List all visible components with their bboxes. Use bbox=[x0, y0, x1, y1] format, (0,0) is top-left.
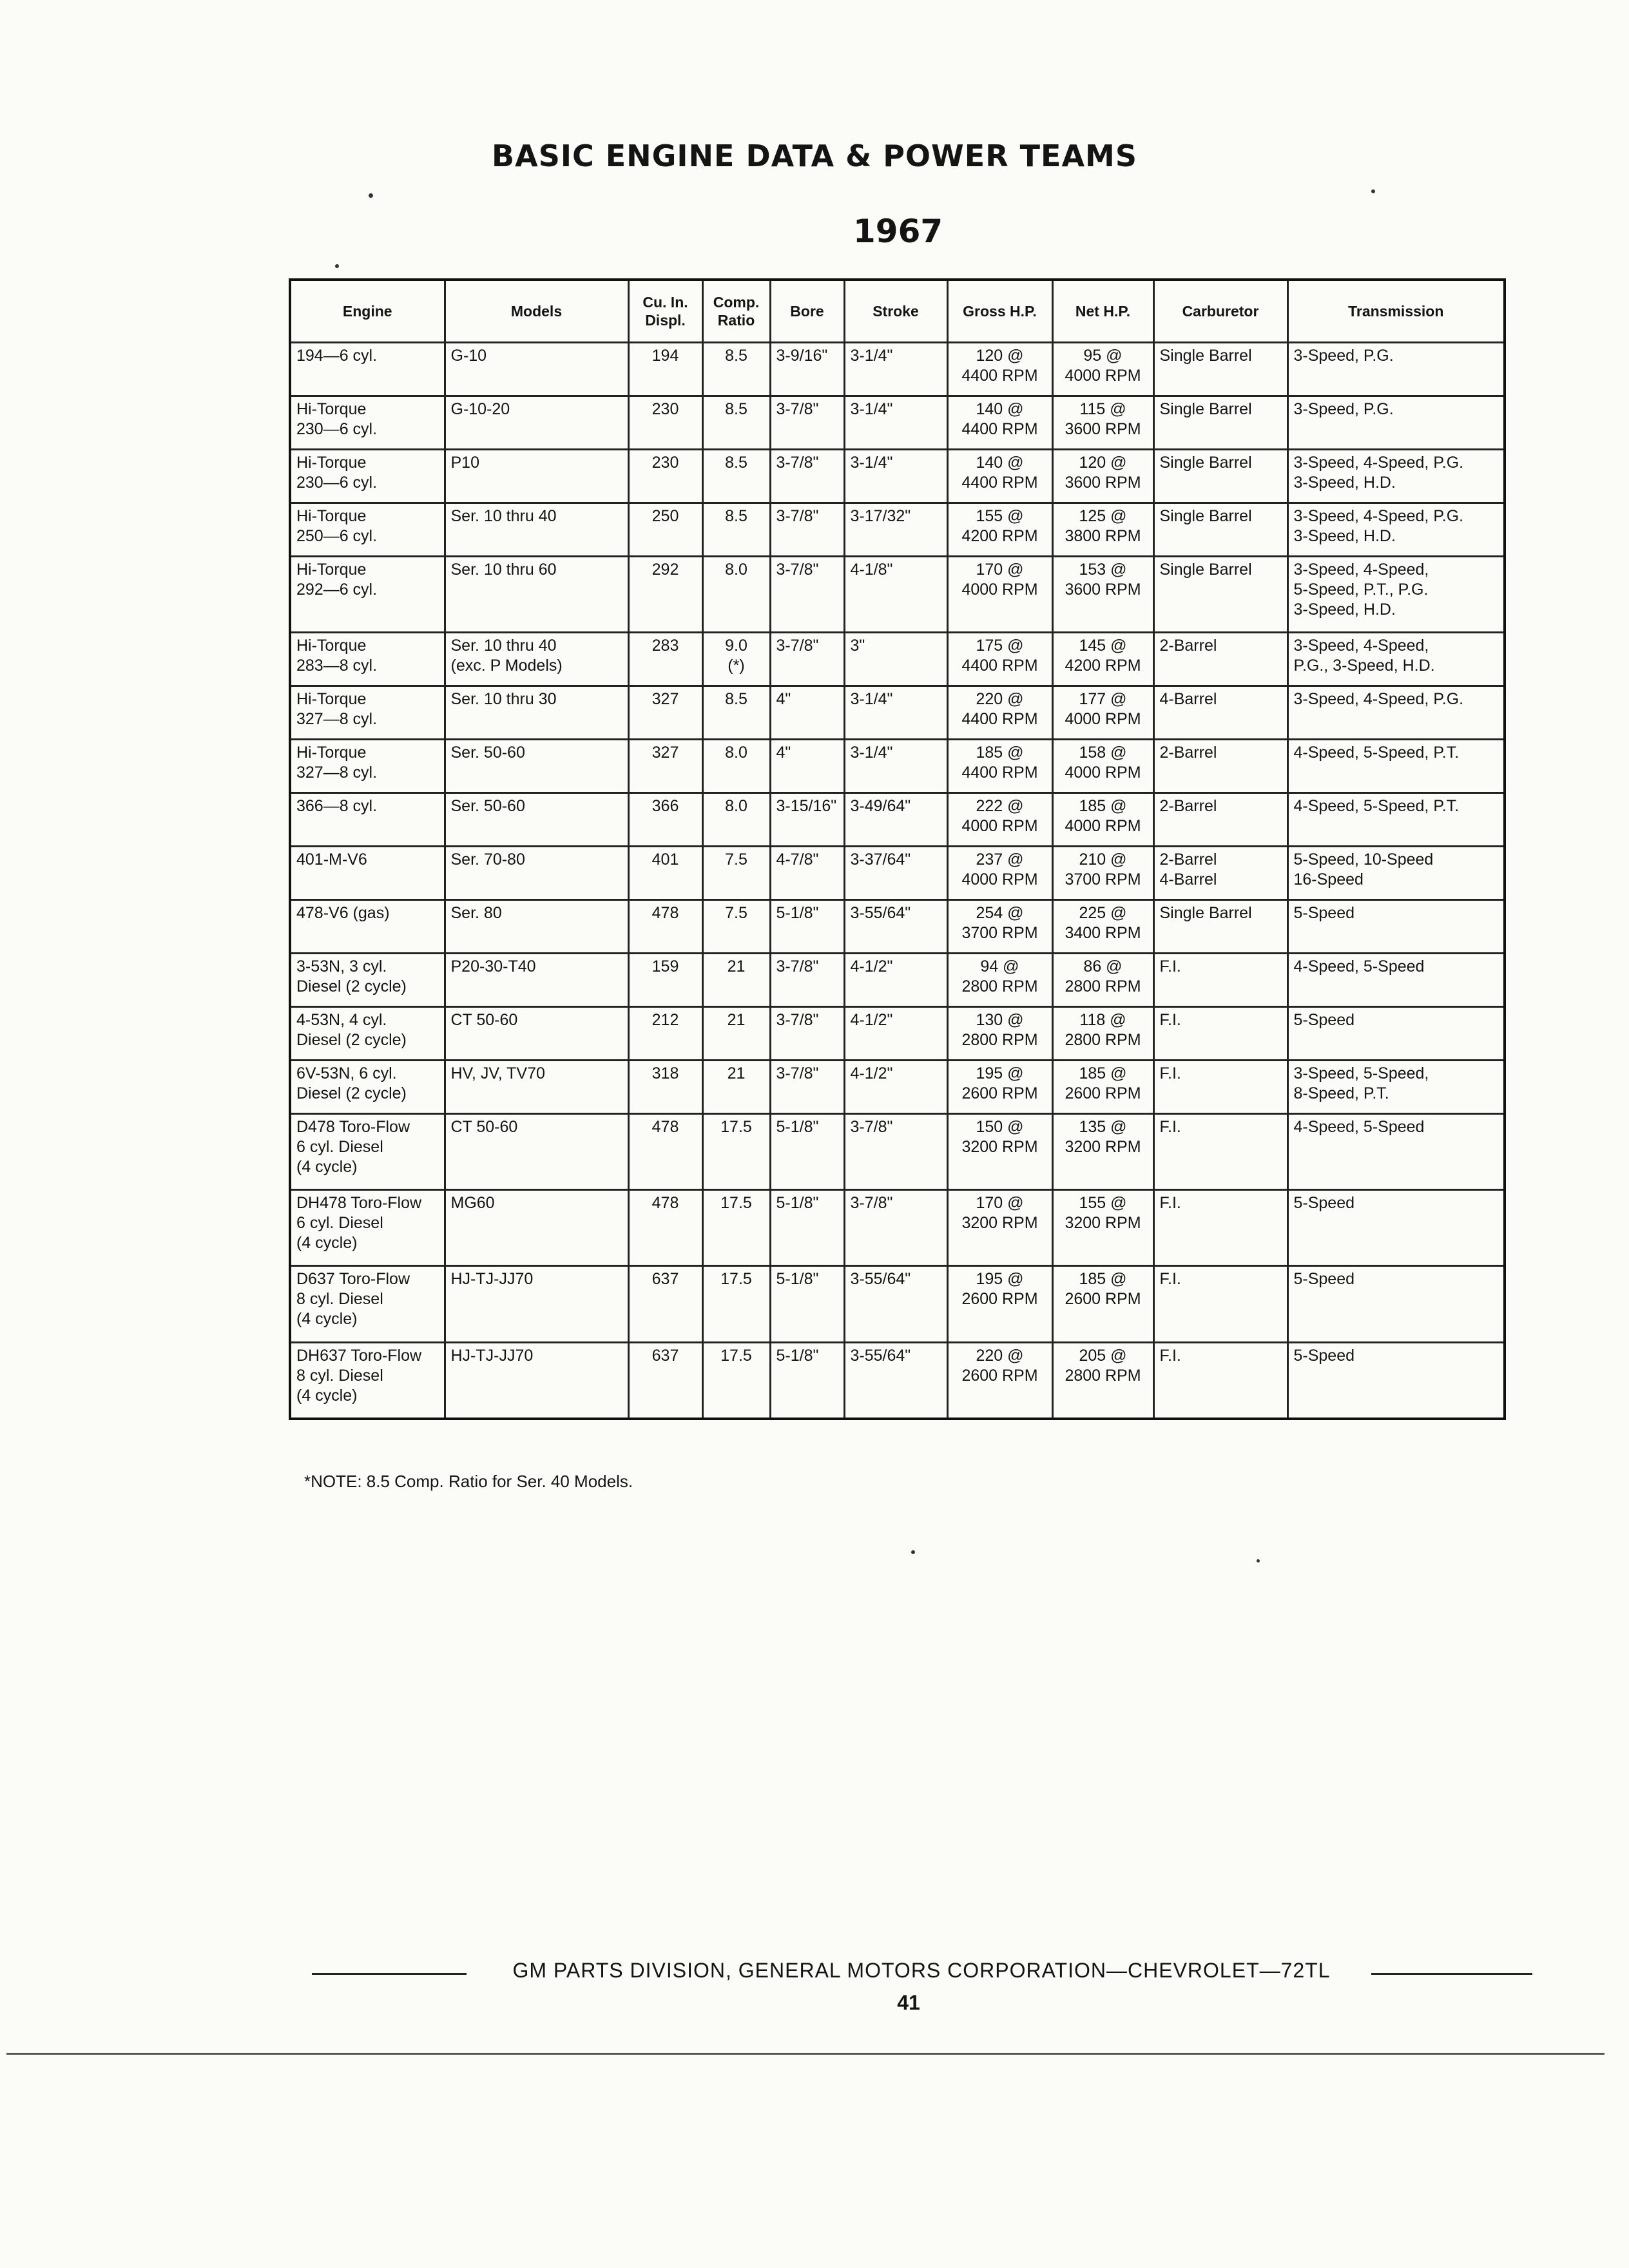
footnote: *NOTE: 8.5 Comp. Ratio for Ser. 40 Models. bbox=[304, 1472, 633, 1491]
cell-carburetor: F.I. bbox=[1153, 1061, 1287, 1114]
cell-net-hp: 185 @ 4000 RPM bbox=[1052, 793, 1153, 847]
cell-comp-ratio: 8.0 bbox=[702, 793, 770, 847]
cell-models: CT 50-60 bbox=[445, 1114, 628, 1190]
cell-transmission: 4-Speed, 5-Speed bbox=[1287, 954, 1505, 1007]
table-body bbox=[290, 343, 1505, 1419]
bottom-rule bbox=[6, 2053, 1605, 2055]
cell-engine: Hi-Torque 250—6 cyl. bbox=[290, 503, 445, 556]
cell-carburetor: Single Barrel bbox=[1153, 449, 1287, 503]
cell-net-hp: 118 @ 2800 RPM bbox=[1052, 1007, 1153, 1061]
cell-models: HV, JV, TV70 bbox=[445, 1061, 628, 1114]
cell-net-hp: 205 @ 2800 RPM bbox=[1052, 1342, 1153, 1419]
cell-stroke: 3-1/4" bbox=[844, 343, 947, 396]
cell-engine: 478-V6 (gas) bbox=[290, 900, 445, 954]
cell-net-hp: 155 @ 3200 RPM bbox=[1052, 1190, 1153, 1266]
table-row bbox=[290, 954, 1505, 1007]
cell-transmission: 4-Speed, 5-Speed bbox=[1287, 1114, 1505, 1190]
cell-gross-hp: 150 @ 3200 RPM bbox=[947, 1114, 1052, 1190]
table-row bbox=[290, 900, 1505, 954]
table-row bbox=[290, 556, 1505, 632]
cell-displacement: 637 bbox=[628, 1342, 702, 1419]
cell-net-hp: 177 @ 4000 RPM bbox=[1052, 686, 1153, 740]
cell-transmission: 5-Speed bbox=[1287, 900, 1505, 954]
cell-gross-hp: 120 @ 4400 RPM bbox=[947, 343, 1052, 396]
cell-transmission: 4-Speed, 5-Speed, P.T. bbox=[1287, 740, 1505, 793]
cell-engine: 366—8 cyl. bbox=[290, 793, 445, 847]
table-row bbox=[290, 1342, 1505, 1419]
cell-comp-ratio: 8.5 bbox=[702, 503, 770, 556]
cell-carburetor: Single Barrel bbox=[1153, 900, 1287, 954]
cell-bore: 3-9/16" bbox=[770, 343, 844, 396]
table-row bbox=[290, 396, 1505, 449]
cell-comp-ratio: 7.5 bbox=[702, 900, 770, 954]
cell-displacement: 250 bbox=[628, 503, 702, 556]
cell-transmission: 3-Speed, 5-Speed, 8-Speed, P.T. bbox=[1287, 1061, 1505, 1114]
cell-transmission: 5-Speed bbox=[1287, 1007, 1505, 1061]
cell-stroke: 3-49/64" bbox=[844, 793, 947, 847]
cell-stroke: 3-7/8" bbox=[844, 1190, 947, 1266]
cell-comp-ratio: 21 bbox=[702, 1007, 770, 1061]
cell-displacement: 212 bbox=[628, 1007, 702, 1061]
cell-models: Ser. 70-80 bbox=[445, 847, 628, 900]
table-row bbox=[290, 503, 1505, 556]
header-net-hp: Net H.P. bbox=[1052, 280, 1153, 343]
cell-models: Ser. 10 thru 40 (exc. P Models) bbox=[445, 633, 628, 686]
cell-transmission: 3-Speed, 4-Speed, P.G. 3-Speed, H.D. bbox=[1287, 449, 1505, 503]
cell-bore: 5-1/8" bbox=[770, 1114, 844, 1190]
engine-data-table bbox=[289, 278, 1506, 1420]
cell-net-hp: 115 @ 3600 RPM bbox=[1052, 396, 1153, 449]
cell-displacement: 230 bbox=[628, 449, 702, 503]
cell-gross-hp: 254 @ 3700 RPM bbox=[947, 900, 1052, 954]
cell-models: G-10 bbox=[445, 343, 628, 396]
cell-stroke: 3-1/4" bbox=[844, 686, 947, 740]
cell-displacement: 194 bbox=[628, 343, 702, 396]
table-row bbox=[290, 847, 1505, 900]
cell-models: Ser. 80 bbox=[445, 900, 628, 954]
cell-carburetor: Single Barrel bbox=[1153, 396, 1287, 449]
cell-engine: Hi-Torque 327—8 cyl. bbox=[290, 686, 445, 740]
cell-transmission: 3-Speed, 4-Speed, P.G. bbox=[1287, 686, 1505, 740]
cell-net-hp: 158 @ 4000 RPM bbox=[1052, 740, 1153, 793]
cell-engine: Hi-Torque 230—6 cyl. bbox=[290, 396, 445, 449]
header-models: Models bbox=[445, 280, 628, 343]
cell-comp-ratio: 21 bbox=[702, 1061, 770, 1114]
cell-models: CT 50-60 bbox=[445, 1007, 628, 1061]
cell-gross-hp: 155 @ 4200 RPM bbox=[947, 503, 1052, 556]
cell-gross-hp: 185 @ 4400 RPM bbox=[947, 740, 1052, 793]
cell-displacement: 283 bbox=[628, 633, 702, 686]
cell-bore: 3-7/8" bbox=[770, 449, 844, 503]
cell-gross-hp: 170 @ 4000 RPM bbox=[947, 556, 1052, 632]
table-row bbox=[290, 1266, 1505, 1342]
cell-displacement: 292 bbox=[628, 556, 702, 632]
cell-gross-hp: 130 @ 2800 RPM bbox=[947, 1007, 1052, 1061]
cell-net-hp: 210 @ 3700 RPM bbox=[1052, 847, 1153, 900]
cell-net-hp: 135 @ 3200 RPM bbox=[1052, 1114, 1153, 1190]
cell-comp-ratio: 17.5 bbox=[702, 1342, 770, 1419]
cell-engine: 401-M-V6 bbox=[290, 847, 445, 900]
cell-bore: 3-15/16" bbox=[770, 793, 844, 847]
cell-stroke: 3-17/32" bbox=[844, 503, 947, 556]
cell-comp-ratio: 8.5 bbox=[702, 396, 770, 449]
cell-models: Ser. 10 thru 40 bbox=[445, 503, 628, 556]
cell-gross-hp: 175 @ 4400 RPM bbox=[947, 633, 1052, 686]
cell-transmission: 5-Speed bbox=[1287, 1266, 1505, 1342]
cell-bore: 5-1/8" bbox=[770, 900, 844, 954]
cell-engine: Hi-Torque 327—8 cyl. bbox=[290, 740, 445, 793]
cell-stroke: 3-55/64" bbox=[844, 900, 947, 954]
cell-transmission: 3-Speed, P.G. bbox=[1287, 343, 1505, 396]
cell-comp-ratio: 8.5 bbox=[702, 449, 770, 503]
cell-carburetor: Single Barrel bbox=[1153, 503, 1287, 556]
page-footer: GM PARTS DIVISION, GENERAL MOTORS CORPORATION—CHEVROLET—72TL bbox=[512, 1959, 1331, 1982]
cell-net-hp: 185 @ 2600 RPM bbox=[1052, 1266, 1153, 1342]
cell-displacement: 478 bbox=[628, 1190, 702, 1266]
footer-rule-left bbox=[312, 1973, 467, 1975]
cell-net-hp: 86 @ 2800 RPM bbox=[1052, 954, 1153, 1007]
cell-carburetor: F.I. bbox=[1153, 1114, 1287, 1190]
cell-carburetor: F.I. bbox=[1153, 1266, 1287, 1342]
cell-bore: 3-7/8" bbox=[770, 503, 844, 556]
cell-carburetor: Single Barrel bbox=[1153, 556, 1287, 632]
cell-stroke: 3-37/64" bbox=[844, 847, 947, 900]
header-stroke: Stroke bbox=[844, 280, 947, 343]
cell-comp-ratio: 8.0 bbox=[702, 556, 770, 632]
cell-carburetor: 2-Barrel bbox=[1153, 633, 1287, 686]
cell-transmission: 4-Speed, 5-Speed, P.T. bbox=[1287, 793, 1505, 847]
table-row bbox=[290, 343, 1505, 396]
cell-stroke: 3-1/4" bbox=[844, 449, 947, 503]
cell-transmission: 5-Speed bbox=[1287, 1342, 1505, 1419]
table-row bbox=[290, 740, 1505, 793]
cell-net-hp: 153 @ 3600 RPM bbox=[1052, 556, 1153, 632]
cell-bore: 3-7/8" bbox=[770, 556, 844, 632]
cell-bore: 3-7/8" bbox=[770, 954, 844, 1007]
cell-comp-ratio: 17.5 bbox=[702, 1114, 770, 1190]
cell-carburetor: F.I. bbox=[1153, 1007, 1287, 1061]
cell-carburetor: F.I. bbox=[1153, 1342, 1287, 1419]
cell-carburetor: 2-Barrel bbox=[1153, 793, 1287, 847]
cell-engine: 6V-53N, 6 cyl. Diesel (2 cycle) bbox=[290, 1061, 445, 1114]
cell-net-hp: 225 @ 3400 RPM bbox=[1052, 900, 1153, 954]
cell-stroke: 4-1/2" bbox=[844, 1007, 947, 1061]
cell-gross-hp: 237 @ 4000 RPM bbox=[947, 847, 1052, 900]
cell-models: Ser. 50-60 bbox=[445, 740, 628, 793]
cell-displacement: 327 bbox=[628, 740, 702, 793]
cell-models: HJ-TJ-JJ70 bbox=[445, 1266, 628, 1342]
cell-stroke: 3-7/8" bbox=[844, 1114, 947, 1190]
cell-displacement: 401 bbox=[628, 847, 702, 900]
header-bore: Bore bbox=[770, 280, 844, 343]
cell-displacement: 478 bbox=[628, 1114, 702, 1190]
cell-models: P20-30-T40 bbox=[445, 954, 628, 1007]
cell-carburetor: 2-Barrel bbox=[1153, 740, 1287, 793]
table-row bbox=[290, 686, 1505, 740]
header-comp-ratio: Comp. Ratio bbox=[702, 280, 770, 343]
cell-net-hp: 95 @ 4000 RPM bbox=[1052, 343, 1153, 396]
cell-gross-hp: 222 @ 4000 RPM bbox=[947, 793, 1052, 847]
table-row bbox=[290, 1061, 1505, 1114]
cell-models: P10 bbox=[445, 449, 628, 503]
scan-speck bbox=[1257, 1559, 1260, 1562]
cell-models: Ser. 50-60 bbox=[445, 793, 628, 847]
cell-displacement: 230 bbox=[628, 396, 702, 449]
cell-net-hp: 120 @ 3600 RPM bbox=[1052, 449, 1153, 503]
cell-displacement: 318 bbox=[628, 1061, 702, 1114]
cell-engine: Hi-Torque 283—8 cyl. bbox=[290, 633, 445, 686]
footer-rule-right bbox=[1371, 1973, 1532, 1975]
cell-comp-ratio: 21 bbox=[702, 954, 770, 1007]
header-carburetor: Carburetor bbox=[1153, 280, 1287, 343]
cell-transmission: 5-Speed bbox=[1287, 1190, 1505, 1266]
cell-comp-ratio: 8.0 bbox=[702, 740, 770, 793]
cell-carburetor: F.I. bbox=[1153, 954, 1287, 1007]
cell-displacement: 478 bbox=[628, 900, 702, 954]
cell-transmission: 3-Speed, 4-Speed, P.G., 3-Speed, H.D. bbox=[1287, 633, 1505, 686]
cell-carburetor: 2-Barrel 4-Barrel bbox=[1153, 847, 1287, 900]
cell-gross-hp: 170 @ 3200 RPM bbox=[947, 1190, 1052, 1266]
cell-net-hp: 125 @ 3800 RPM bbox=[1052, 503, 1153, 556]
header-engine: Engine bbox=[290, 280, 445, 343]
scan-speck bbox=[1371, 189, 1375, 193]
cell-engine: Hi-Torque 230—6 cyl. bbox=[290, 449, 445, 503]
cell-stroke: 4-1/2" bbox=[844, 954, 947, 1007]
cell-bore: 3-7/8" bbox=[770, 396, 844, 449]
table-row bbox=[290, 633, 1505, 686]
cell-gross-hp: 195 @ 2600 RPM bbox=[947, 1061, 1052, 1114]
page-number: 41 bbox=[897, 1991, 920, 2014]
cell-bore: 5-1/8" bbox=[770, 1266, 844, 1342]
page-title: BASIC ENGINE DATA & POWER TEAMS bbox=[492, 139, 1137, 173]
cell-gross-hp: 220 @ 2600 RPM bbox=[947, 1342, 1052, 1419]
cell-transmission: 3-Speed, 4-Speed, P.G. 3-Speed, H.D. bbox=[1287, 503, 1505, 556]
cell-engine: Hi-Torque 292—6 cyl. bbox=[290, 556, 445, 632]
cell-models: Ser. 10 thru 30 bbox=[445, 686, 628, 740]
cell-bore: 4" bbox=[770, 740, 844, 793]
cell-models: MG60 bbox=[445, 1190, 628, 1266]
cell-carburetor: F.I. bbox=[1153, 1190, 1287, 1266]
cell-gross-hp: 140 @ 4400 RPM bbox=[947, 449, 1052, 503]
table-row bbox=[290, 1114, 1505, 1190]
cell-engine: 4-53N, 4 cyl. Diesel (2 cycle) bbox=[290, 1007, 445, 1061]
table-row bbox=[290, 1007, 1505, 1061]
cell-carburetor: Single Barrel bbox=[1153, 343, 1287, 396]
cell-comp-ratio: 8.5 bbox=[702, 343, 770, 396]
cell-bore: 3-7/8" bbox=[770, 1007, 844, 1061]
cell-bore: 3-7/8" bbox=[770, 633, 844, 686]
table-row bbox=[290, 449, 1505, 503]
cell-stroke: 3-1/4" bbox=[844, 740, 947, 793]
cell-models: G-10-20 bbox=[445, 396, 628, 449]
cell-bore: 4" bbox=[770, 686, 844, 740]
cell-stroke: 3" bbox=[844, 633, 947, 686]
header-transmission: Transmission bbox=[1287, 280, 1505, 343]
cell-bore: 4-7/8" bbox=[770, 847, 844, 900]
cell-engine: DH478 Toro-Flow 6 cyl. Diesel (4 cycle) bbox=[290, 1190, 445, 1266]
cell-engine: 3-53N, 3 cyl. Diesel (2 cycle) bbox=[290, 954, 445, 1007]
cell-comp-ratio: 8.5 bbox=[702, 686, 770, 740]
cell-displacement: 159 bbox=[628, 954, 702, 1007]
cell-transmission: 5-Speed, 10-Speed 16-Speed bbox=[1287, 847, 1505, 900]
cell-displacement: 327 bbox=[628, 686, 702, 740]
cell-gross-hp: 220 @ 4400 RPM bbox=[947, 686, 1052, 740]
cell-carburetor: 4-Barrel bbox=[1153, 686, 1287, 740]
cell-comp-ratio: 9.0 (*) bbox=[702, 633, 770, 686]
cell-transmission: 3-Speed, P.G. bbox=[1287, 396, 1505, 449]
cell-engine: DH637 Toro-Flow 8 cyl. Diesel (4 cycle) bbox=[290, 1342, 445, 1419]
cell-displacement: 366 bbox=[628, 793, 702, 847]
cell-engine: D637 Toro-Flow 8 cyl. Diesel (4 cycle) bbox=[290, 1266, 445, 1342]
header-gross-hp: Gross H.P. bbox=[947, 280, 1052, 343]
cell-bore: 5-1/8" bbox=[770, 1190, 844, 1266]
header-displacement: Cu. In. Displ. bbox=[628, 280, 702, 343]
cell-stroke: 4-1/2" bbox=[844, 1061, 947, 1114]
cell-stroke: 3-55/64" bbox=[844, 1266, 947, 1342]
cell-comp-ratio: 7.5 bbox=[702, 847, 770, 900]
cell-bore: 5-1/8" bbox=[770, 1342, 844, 1419]
cell-displacement: 637 bbox=[628, 1266, 702, 1342]
cell-engine: D478 Toro-Flow 6 cyl. Diesel (4 cycle) bbox=[290, 1114, 445, 1190]
cell-stroke: 3-55/64" bbox=[844, 1342, 947, 1419]
cell-bore: 3-7/8" bbox=[770, 1061, 844, 1114]
cell-transmission: 3-Speed, 4-Speed, 5-Speed, P.T., P.G. 3-Speed, H.D. bbox=[1287, 556, 1505, 632]
cell-net-hp: 145 @ 4200 RPM bbox=[1052, 633, 1153, 686]
cell-engine: 194—6 cyl. bbox=[290, 343, 445, 396]
cell-stroke: 4-1/8" bbox=[844, 556, 947, 632]
cell-stroke: 3-1/4" bbox=[844, 396, 947, 449]
cell-net-hp: 185 @ 2600 RPM bbox=[1052, 1061, 1153, 1114]
cell-models: Ser. 10 thru 60 bbox=[445, 556, 628, 632]
cell-models: HJ-TJ-JJ70 bbox=[445, 1342, 628, 1419]
cell-comp-ratio: 17.5 bbox=[702, 1266, 770, 1342]
table-row bbox=[290, 793, 1505, 847]
cell-comp-ratio: 17.5 bbox=[702, 1190, 770, 1266]
cell-gross-hp: 140 @ 4400 RPM bbox=[947, 396, 1052, 449]
scan-speck bbox=[911, 1550, 915, 1554]
page-year: 1967 bbox=[853, 213, 943, 250]
table-row bbox=[290, 1190, 1505, 1266]
cell-gross-hp: 195 @ 2600 RPM bbox=[947, 1266, 1052, 1342]
scan-speck bbox=[335, 264, 339, 268]
cell-gross-hp: 94 @ 2800 RPM bbox=[947, 954, 1052, 1007]
table-header-row bbox=[290, 280, 1505, 343]
scan-speck bbox=[369, 193, 373, 198]
